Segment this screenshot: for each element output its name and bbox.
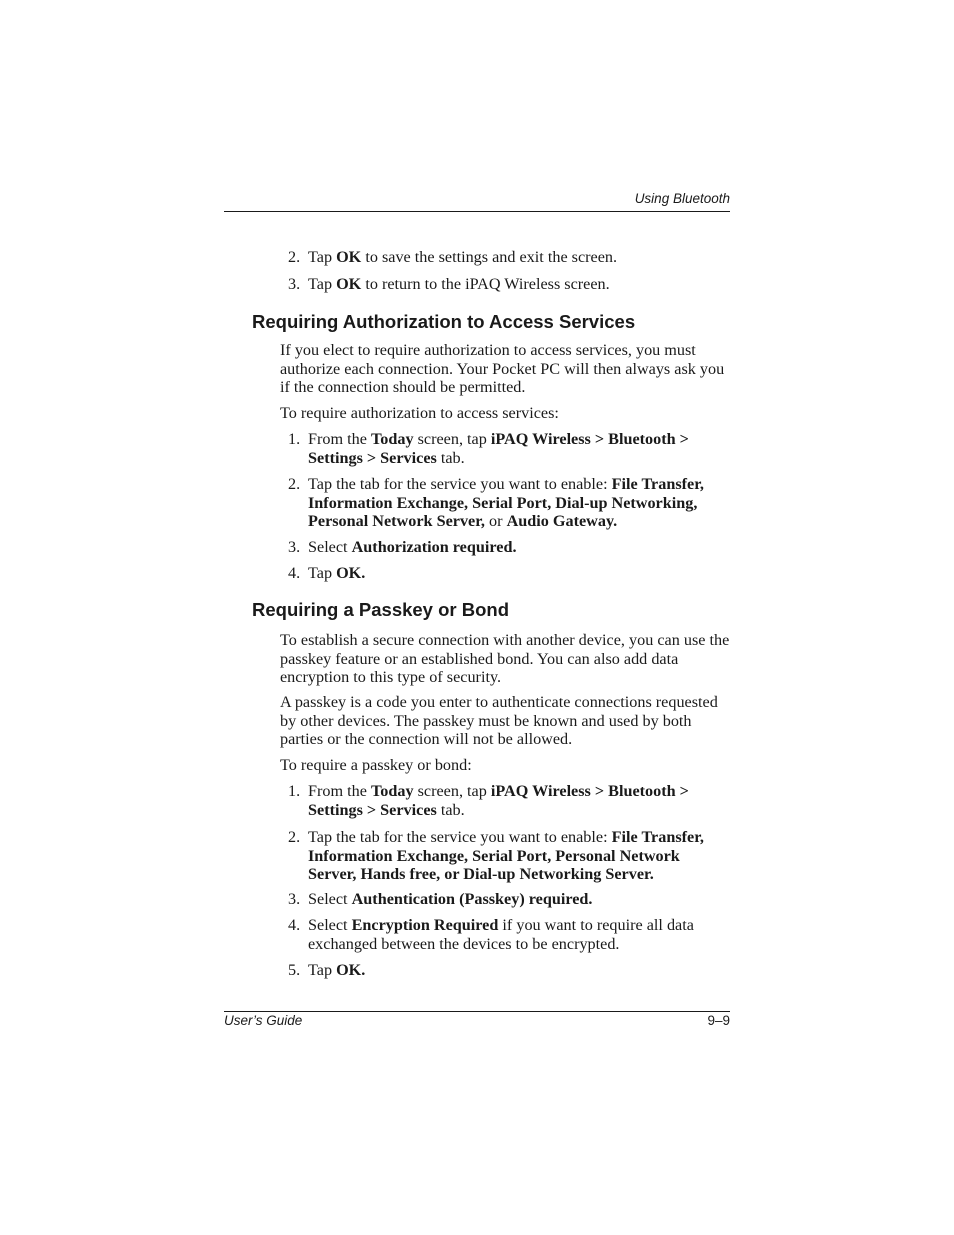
list-number: 2. (288, 248, 301, 266)
section-heading-passkey: Requiring a Passkey or Bond (252, 599, 510, 620)
list-number: 4. (288, 564, 301, 582)
list-text: From the Today screen, tap iPAQ Wireless > Bluetooth > Settings > Services tab. (308, 782, 689, 819)
footer-rule (224, 1011, 730, 1012)
running-header: Using Bluetooth (634, 191, 730, 206)
body-paragraph: To require authorization to access services: (280, 404, 559, 422)
body-paragraph: To require a passkey or bond: (280, 756, 472, 774)
list-number: 4. (288, 916, 301, 934)
list-text: Tap the tab for the service you want to enable: File Transfer, Information Exchange, Serial Port, Personal Network Server, Hands free, or Dial-up Networking Server. (308, 828, 704, 883)
list-number: 3. (288, 890, 301, 908)
list-number: 3. (288, 538, 301, 556)
footer-title: User’s Guide (224, 1013, 303, 1028)
list-text: Select Authentication (Passkey) required. (308, 890, 593, 908)
page-footer (224, 1013, 730, 1028)
body-paragraph: A passkey is a code you enter to authenticate connections requested by other devices. The passkey must be known and used by both parties or the connection will not be allowed. (280, 693, 718, 748)
list-text: Tap the tab for the service you want to enable: File Transfer, Information Exchange, Serial Port, Dial-up Networking, Personal Network Server, or Audio Gateway. (308, 475, 704, 530)
body-paragraph: If you elect to require authorization to access services, you must authorize each connection. Your Pocket PC will then always ask you if the connection should be permitted. (280, 341, 725, 396)
list-text: Select Authorization required. (308, 538, 517, 556)
body-paragraph: To establish a secure connection with another device, you can use the passkey feature or an established bond. You can also add data encryption to this type of security. (280, 631, 730, 686)
list-number: 1. (288, 430, 301, 448)
list-number: 2. (288, 475, 301, 493)
page-number: 9–9 (707, 1013, 730, 1028)
list-number: 1. (288, 782, 301, 800)
list-number: 3. (288, 275, 301, 293)
list-text: From the Today screen, tap iPAQ Wireless > Bluetooth > Settings > Services tab. (308, 430, 689, 467)
header-rule (224, 211, 730, 212)
list-number: 2. (288, 828, 301, 846)
list-text: Tap OK to return to the iPAQ Wireless screen. (308, 275, 610, 293)
list-text: Select Encryption Required if you want to require all data exchanged between the devices to be encrypted. (308, 916, 694, 953)
list-text: Tap OK to save the settings and exit the screen. (308, 248, 618, 266)
list-number: 5. (288, 961, 301, 979)
list-text: Tap OK. (308, 961, 366, 979)
list-text: Tap OK. (308, 564, 366, 582)
section-heading-authorization: Requiring Authorization to Access Services (252, 311, 636, 332)
